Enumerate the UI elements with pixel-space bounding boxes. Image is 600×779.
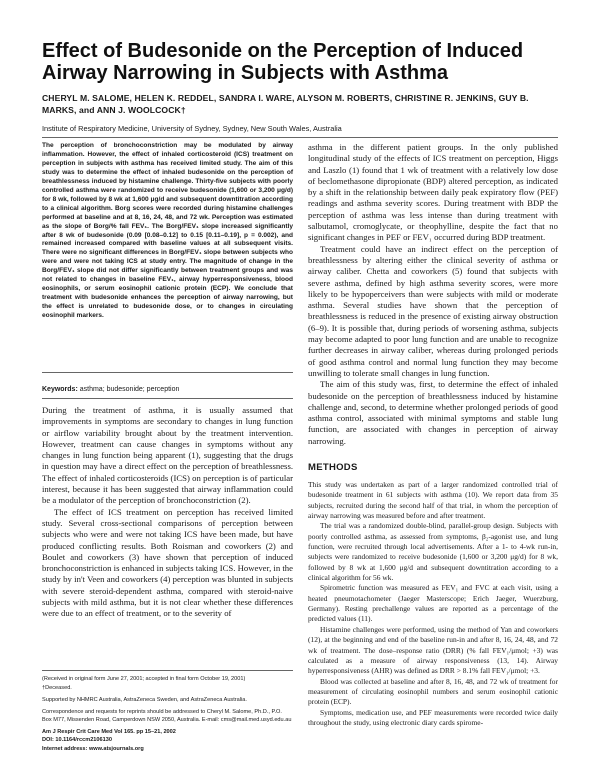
- doi: [42, 737, 293, 745]
- abstract-rule-bottom: [42, 398, 293, 399]
- keywords-text: asthma; budesonide; perception: [79, 386, 180, 393]
- abstract: The perception of bronchoconstriction may be modulated by airway inflammation. However, the effect of inhaled corticosteroid (ICS) treatment on perception in subjects with asthma has received limited study. The aim of this study was to determine the effect of inhaled budesonide on the perception of breathlessness induced by histamine challenge. Thirty-five subjects with poorly controlled asthma were randomized to receive budesonide (1,600 or 3,200 μg/d) for 8 wk, followed by 8 wk at 1,600 μg/d and subsequent downtitration according to a clinical algorithm. Borg scores were recorded during histamine challenges performed at baseline and at 8, 16, 24, 48, and 72 wk. Perception was estimated as the slope of Borg/% fall FEV₁. The Borg/FEV₁ slope increased significantly after 8 wk of budesonide (0.09 [0.08–0.12] to 0.15 [0.11–0.19], p = 0.002), and remained increased compared with baseline values at all subsequent visits. There were no significant differences in Borg/FEV₁ slope between subjects who were and were not taking ICS at study entry. The magnitude of change in the Borg/FEV₁ slope did not differ significantly between treatment groups and was not related to changes in baseline FEV₁, airway hyperresponsiveness, blood eosinophils, or serum eosinophil cationic protein (ECP). We conclude that treatment with budesonide enhances the perception of airway narrowing, but the effect is unrelated to budesonide dose, or to changes in circulating eosinophil markers.: [42, 142, 293, 320]
- intro-paragraph: asthma in the different patient groups. In the only published longitudinal study of the effects of ICS treatment on perception, Higgs and Laszlo (1) found that 1 wk of treatment with a relatively low dose of beclomethasone dipropionate (BDP) altered perception, as indicated by a shift in the relationship between daily peak expiratory flow (PEF) readings and asthma severity scores. During treatment with BDP the perception of asthma was less intense than during treatment with salbutamol, cromoglycate, or theophylline, despite the fact that no significant changes in PEF or FEV₁ occurred during BDP treatment.: [308, 142, 558, 243]
- methods-paragraph: This study was undertaken as part of a larger randomized controlled trial of budesonide treatment in 61 subjects with asthma (10). We report data from 35 subjects, recruited during the second half of that trial, in whom the perception of airway narrowing was measured before and after treatment.: [308, 480, 558, 521]
- correspondence-note: Correspondence and requests for reprints should be addressed to Cheryl M. Salome, Ph.D., P.O. Box M77, Missenden Road, Camperdown NSW 2050, Australia. E-mail: cms@mail.med.usyd.edu.au: [42, 708, 292, 723]
- internet-address-text: Internet address: www.atsjournals.org: [42, 746, 144, 753]
- author-list: CHERYL M. SALOME, HELEN K. REDDEL, SANDRA I. WARE, ALYSON M. ROBERTS, CHRISTINE R. JENKINS, GUY B. MARKS, and ANN J. WOOLCOCK†: [42, 93, 529, 115]
- internet-address: [42, 746, 293, 754]
- intro-paragraph: During the treatment of asthma, it is usually assumed that improvements in symptoms are secondary to changes in lung function or airflow variability brought about by the treatment intervention. However, treatment can cause changes in symptoms without any changes in lung function being apparent (1), suggesting that the drugs in question may have a direct effect on the perception of breathlessness. The effect of inhaled corticosteroids (ICS) on perception is of particular interest, because it has been suggested that airway inflammation could be a modulator of the perception of bronchoconstriction (2).: [42, 405, 293, 506]
- methods-section: [308, 480, 558, 764]
- intro-paragraph: The effect of ICS treatment on perception has received limited study. Several cross-sectional comparisons of perception between subjects who were and were not taking ICS have been made, but have produced conflicting results. Both Roisman and coworkers (2) and Boulet and coworkers (3) have shown that perception of induced bronchoconstriction is enhanced in subjects taking ICS. However, in the study by in't Veen and coworkers (4) perception was blunted in subjects with severe steroid-dependent asthma, compared with steroid-naive subjects with mild asthma, but it is not clear whether these differences were due to an effect of treatment, or to the severity of: [42, 506, 293, 619]
- methods-paragraph: Histamine challenges were performed, using the method of Yan and coworkers (12), at the beginning and end of the baseline run-in and after 8, 16, 24, 48, and 72 wk of treatment. The dose–response ratio (DRR) (% fall FEV₁/μmol; +3) was calculated as a measure of airway responsiveness (13, 14). Airway hyperresponsiveness (AHR) was defined as DRR > 8.1% fall FEV₁/μmol; +3.: [308, 624, 558, 676]
- keywords: [42, 385, 293, 395]
- methods-heading: METHODS: [308, 462, 358, 473]
- keywords-label: Keywords:: [42, 386, 78, 393]
- support-note: Supported by NHMRC Australia, AstraZeneca Sweden, and AstraZeneca Australia.: [42, 696, 247, 703]
- intro-right-column: [308, 142, 558, 462]
- methods-paragraph: The trial was a randomized double-blind, parallel-group design. Subjects with poorly controlled asthma, as assessed from symptoms, β₂-agonist use, and lung function, were recruited through local advertisements. After a 1- to 4-wk run-in, subjects were randomized to receive budesonide (1,600 or 3,200 μg/d) for 8 wk, followed by 8 wk at 1,600 μg/d and subsequent downtitration according to a clinical algorithm for 56 wk.: [308, 521, 558, 583]
- deceased-note: †Deceased.: [42, 684, 72, 691]
- methods-paragraph: Spirometric function was measured as FEV₁ and FVC at each visit, using a heated pneumotachometer (Jaeger Masterscope; Erich Jaeger, Wuerzburg, Germany). Resting prechallenge values are reported as a percentage of the predicted values (11).: [308, 583, 558, 624]
- methods-paragraph: Blood was collected at baseline and after 8, 16, 48, and 72 wk of treatment for measurement of circulating eosinophil numbers and serum eosinophil cationic protein (ECP).: [308, 676, 558, 707]
- affiliation: Institute of Respiratory Medicine, University of Sydney, Sydney, New South Wales, Australia: [42, 124, 342, 133]
- intro-paragraph: The aim of this study was, first, to determine the effect of inhaled budesonide on the perception of breathlessness induced by histamine challenge and, second, to determine whether prolonged periods of good asthma control, associated with minimal symptoms and stable lung function, are associated with changes in perception of airway narrowing.: [308, 379, 558, 446]
- abstract-rule-top: [42, 372, 293, 373]
- intro-paragraph: Treatment could have an indirect effect on the perception of breathlessness by altering either the clinical severity of asthma or airway caliber. Chetta and coworkers (5) found that subjects with severe asthma, defined by high asthma severity scores, were more likely to be hypoperceivers than were subjects with mild or moderate asthma. Several studies have shown that the perception of breathlessness is reduced in the presence of existing airway obstruction (6–9). It is possible that, during periods of worsening asthma, subjects may become adapted to poor lung function and are unable to recognize further decreases in airway caliber, whereas during prolonged periods of good asthma control and normal lung function they may become unwilling to tolerate small changes in lung function.: [308, 243, 558, 378]
- journal-citation: [42, 729, 293, 737]
- article-title: Effect of Budesonide on the Perception of Induced Airway Narrowing in Subjects with Asthma: [42, 40, 524, 84]
- received-note: (Received in original form June 27, 2001; accepted in final form October 19, 2001): [42, 676, 246, 682]
- intro-left-column: [42, 405, 293, 619]
- journal-citation-text: Am J Respir Crit Care Med Vol 165. pp 15–21, 2002: [42, 728, 176, 735]
- header-rule: [42, 137, 558, 138]
- methods-paragraph: Symptoms, medication use, and PEF measurements were recorded twice daily throughout the study, using electronic diary cards spirome-: [308, 707, 558, 727]
- footnotes: [42, 676, 293, 755]
- doi-text: DOI: 10.1164/rccm2106130: [42, 737, 112, 744]
- footnote-rule: [42, 670, 293, 671]
